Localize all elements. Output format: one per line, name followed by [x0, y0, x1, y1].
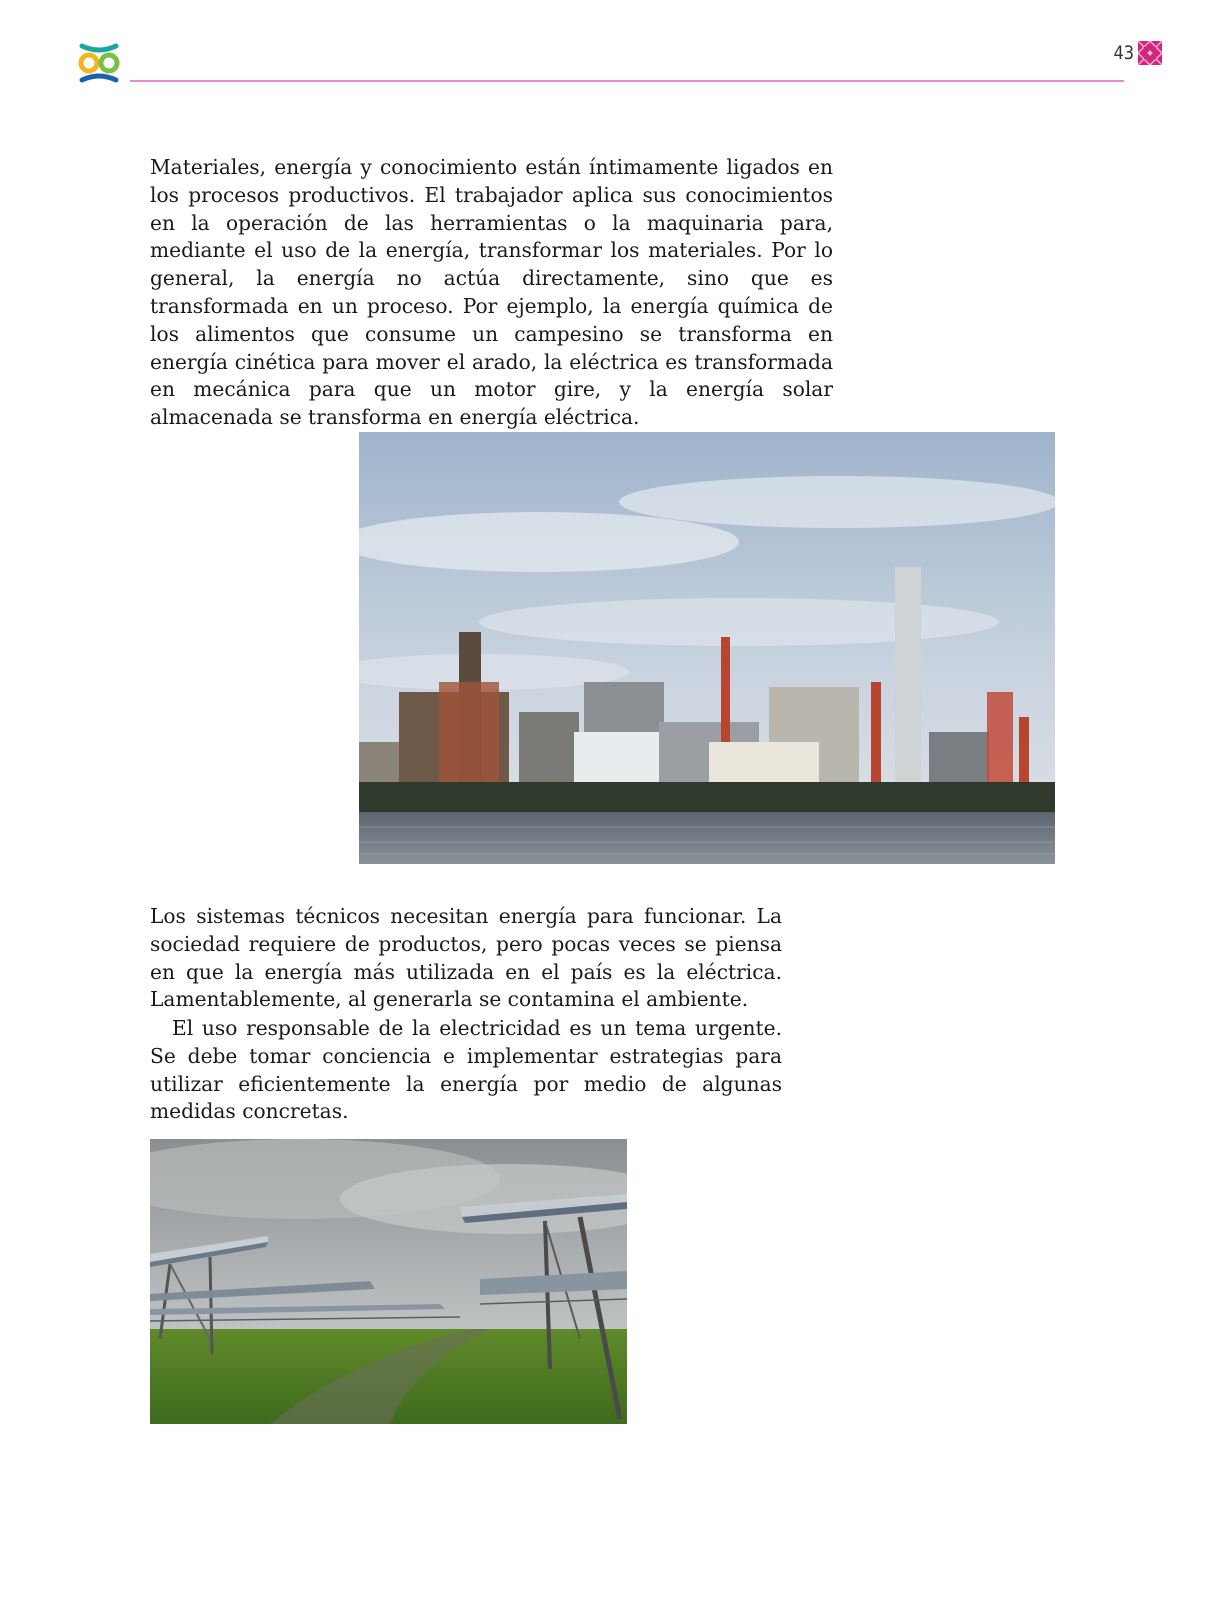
solar-panel-field-photo — [150, 1139, 627, 1424]
textile-pattern-icon — [1138, 41, 1162, 65]
body-paragraph-2: Los sistemas técnicos necesitan energía para funcionar. La sociedad requiere de productos, pero pocas veces se piensa en que la energía más utilizada en el país es la eléctrica. Lamentablemente, al generarla se contamina el ambiente. — [150, 904, 782, 1012]
body-paragraph-3: El uso responsable de la electricidad es un tema urgente. Se debe tomar conciencia e implementar estrategias para utilizar eficientemente la energía por medio de algunas medidas concretas. — [150, 1016, 782, 1124]
header-rule — [130, 80, 1124, 82]
industrial-plant-photo — [359, 432, 1055, 864]
page-number: 43 — [1113, 42, 1134, 64]
body-paragraph-1: Materiales, energía y conocimiento están íntimamente ligados en los procesos productivos. El trabajador aplica sus conocimientos en la operación de las herramientas o la maquinaria para, mediante el uso de la energía, transformar los materiales. Por lo general, la energía no actúa directamente, sino que es transformada en un proceso. Por ejemplo, la energía química de los alimentos que consume un campesino se transforma en energía cinética para mover el arado, la eléctrica es transformada en mecánica para que un motor gire, y la energía solar almacenada se transforma en energía eléctrica. — [150, 155, 833, 430]
logo-icon — [76, 40, 122, 86]
